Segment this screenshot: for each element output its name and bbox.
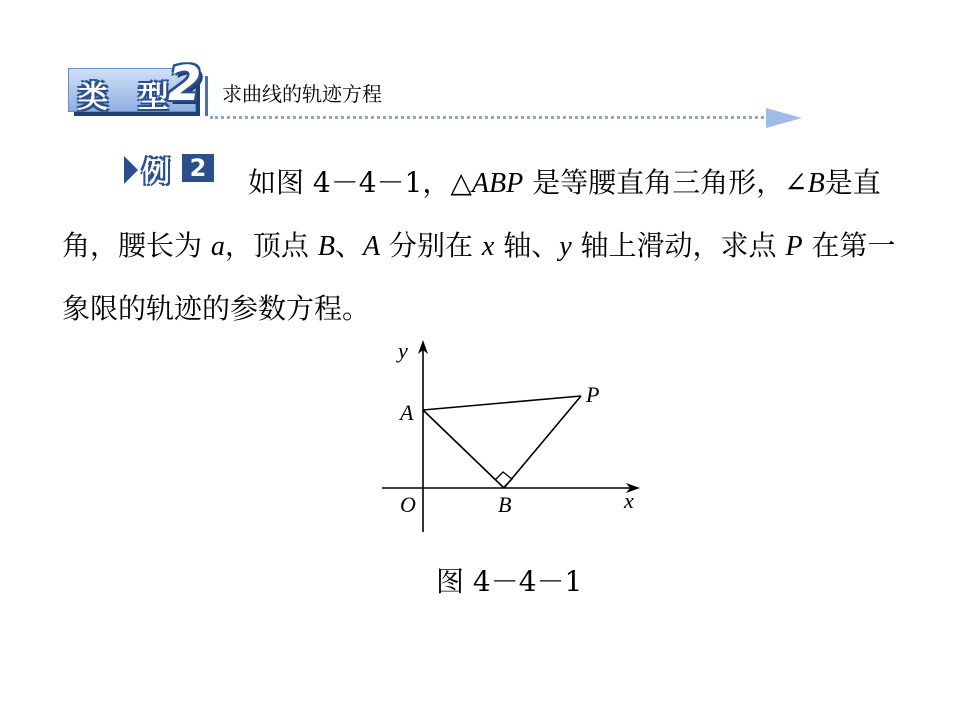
segment-ap <box>423 396 581 410</box>
math-abp: ABP <box>471 168 524 199</box>
figure-caption: 图 4－4－1 <box>436 565 583 598</box>
header-divider <box>205 76 208 116</box>
example-number: 2 <box>182 154 214 182</box>
segment-bp <box>504 396 581 488</box>
dotted-arrow-line <box>210 116 770 119</box>
label-origin: O <box>400 492 416 517</box>
arrow-right-icon <box>766 106 802 130</box>
type-badge-number: 2 <box>168 56 202 112</box>
problem-segment: 、 <box>334 229 363 262</box>
problem-segment: 轴上滑动，求点 <box>571 229 786 262</box>
math-b: B <box>317 231 335 262</box>
problem-text <box>62 152 902 340</box>
math-y: y <box>559 231 572 262</box>
math-p: P <box>785 231 803 262</box>
type-badge-word: 类 型 <box>78 80 179 115</box>
geometry-figure <box>360 336 660 546</box>
label-x: x <box>624 488 634 513</box>
problem-segment: 在第一象限的轨迹的参数方程。 <box>62 229 896 325</box>
label-b: B <box>498 492 512 517</box>
section-title: 求曲线的轨迹方程 <box>222 82 382 106</box>
problem-segment: 是直角，腰长为 <box>62 166 881 262</box>
math-b: B <box>807 168 825 199</box>
right-angle-mark <box>495 472 512 487</box>
math-x: x <box>481 231 495 262</box>
label-y: y <box>398 338 408 363</box>
problem-segment: 是等腰直角三角形，∠ <box>523 166 808 199</box>
label-p: P <box>586 382 600 407</box>
math-a: a <box>210 231 225 262</box>
problem-segment: ，顶点 <box>224 229 318 262</box>
problem-segment: 轴、 <box>494 229 560 262</box>
example-word: 例 <box>142 155 171 188</box>
math-a-point: A <box>362 231 381 262</box>
problem-segment: 如图 4－4－1，△ <box>248 166 472 199</box>
label-a: A <box>400 400 414 425</box>
problem-segment: 分别在 <box>380 229 482 262</box>
segment-ab <box>423 410 504 488</box>
